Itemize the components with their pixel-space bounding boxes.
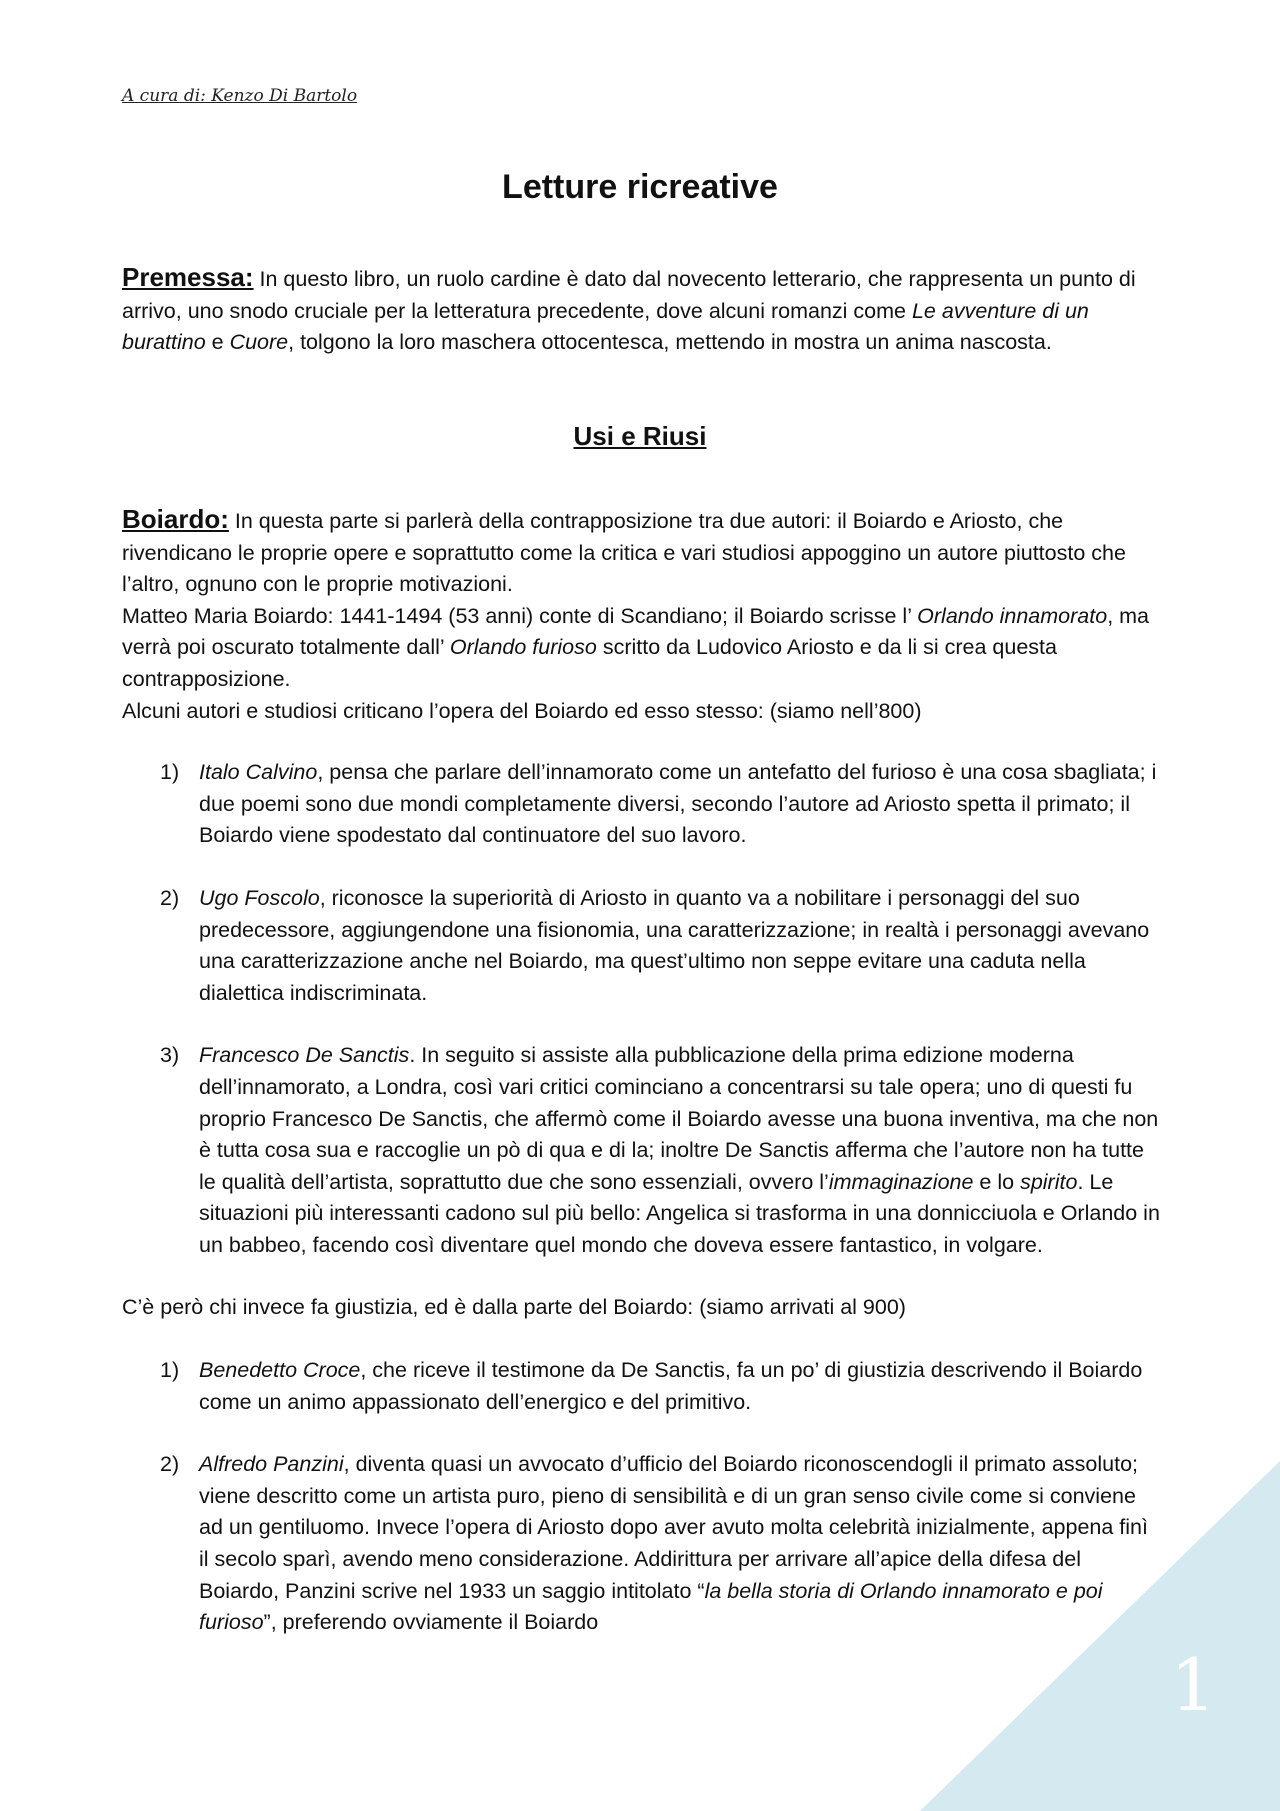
critic-text: . Le situazioni più interessanti cadono sul più bello: Angelica si trasforma in una donnicciuola e Orlando in un babbeo, facendo così diventare quel mondo che doveva essere fantastico, in volgare. <box>199 1169 1160 1257</box>
defender-text: , diventa quasi un avvocato d’ufficio del Boiardo riconoscendogli il primato assoluto; viene descritto come un artista puro, pieno di sensibilità e di un gran senso civile come si conviene ad un gentiluomo. Invece l’opera di Ariosto dopo aver avuto molta celebrità inizialmente, appena finì il secolo sparì, avendo meno considerazione. Addirittura per arrivare all’apice della difesa del Boiardo, Panzini scrive nel 1933 un saggio intitolato “ <box>199 1452 1148 1603</box>
boiardo-label: Boiardo: <box>122 504 229 534</box>
bio-text-2: , ma verrà poi oscurato totalmente dall’ <box>122 603 1150 660</box>
critic-term: immaginazione <box>828 1169 974 1194</box>
critic-text: e lo <box>973 1169 1021 1194</box>
critic-name: Francesco De Sanctis <box>199 1043 410 1068</box>
bio-title-furioso: Orlando furioso <box>449 635 597 660</box>
defender-text: ”, preferendo ovviamente il Boiardo <box>263 1610 599 1635</box>
premessa-title-cuore: Cuore <box>229 330 289 355</box>
list-number: 1) <box>160 1358 180 1383</box>
list-item <box>122 1040 1162 1261</box>
boiardo-bio <box>122 601 1162 696</box>
critic-text: . In seguito si assiste alla pubblicazione della prima edizione moderna dell’innamorato, a Londra, così vari critici cominciano a concentrarsi su tale opera; uno di questi fu proprio Francesco De Sanctis, che affermò come il Boiardo avesse una buona inventiva, ma che non è tutta cosa sua e raccoglie un pò di qua e di la; inoltre De Sanctis afferma che l’autore non ha tutte le qualità dell’artista, soprattutto due che sono essenziali, ovvero l’ <box>199 1043 1159 1194</box>
critics-intro: Alcuni autori e studiosi criticano l’opera del Boiardo ed esso stesso: (siamo nell’800) <box>122 698 922 723</box>
premessa-text-and: e <box>205 330 230 355</box>
bio-text: Matteo Maria Boiardo: 1441-1494 (53 anni) conte di Scandiano; il Boiardo scrisse l’ <box>122 603 918 628</box>
boiardo-intro-text: In questa parte si parlerà della contrapposizione tra due autori: il Boiardo e Ariosto, che rivendicano le proprie opere e soprattutto come la critica e vari studiosi appoggino un autore piuttosto che l’altro, ognuno con le proprie motivazioni. <box>122 509 1126 597</box>
main-content <box>122 504 1162 1639</box>
list-number: 2) <box>160 1452 180 1477</box>
bio-text-3: scritto da Ludovico Ariosto e da li si crea questa contrapposizione. <box>122 635 1057 691</box>
list-number: 3) <box>160 1043 180 1068</box>
list-item <box>122 1355 1162 1418</box>
critic-name: Ugo Foscolo <box>199 885 320 910</box>
critic-term: spirito <box>1020 1169 1078 1194</box>
premessa-text: In questo libro, un ruolo cardine è dato dal novecento letterario, che rappresenta un punto di arrivo, uno snodo cruciale per la letteratura precedente, dove alcuni romanzi come <box>122 267 1136 323</box>
list-item <box>122 757 1162 852</box>
list-number: 2) <box>160 885 180 910</box>
defenders-list <box>122 1355 1162 1639</box>
premessa-paragraph <box>122 262 1162 359</box>
defender-text: , che riceve il testimone da De Sanctis, fa un po’ di giustizia descrivendo il Boiardo come un animo appassionato dell’energico e del primitivo. <box>199 1358 1143 1414</box>
critic-text: , pensa che parlare dell’innamorato come un antefatto del furioso è una cosa sbagliata; i due poemi sono due mondi completamente diversi, secondo l’autore ad Ariosto spetta il primato; il Boiardo viene spodestato dal continuatore del suo lavoro. <box>199 760 1157 848</box>
premessa-label: Premessa: <box>122 262 254 292</box>
section-heading: Usi e Riusi <box>573 421 707 451</box>
list-item <box>122 883 1162 1009</box>
page-number: 1 <box>1170 1643 1216 1727</box>
critics-list <box>122 757 1162 1261</box>
defender-name: Benedetto Croce <box>199 1358 361 1383</box>
essay-title: la bella storia di Orlando innamorato e poi furioso <box>199 1578 1103 1635</box>
bio-title-innamorato: Orlando innamorato <box>917 603 1108 628</box>
critic-name: Italo Calvino <box>199 760 318 785</box>
defender-name: Alfredo Panzini <box>199 1452 344 1477</box>
premessa-text-end: , tolgono la loro maschera ottocentesca, mettendo in mostra un anima nascosta. <box>288 330 1052 355</box>
list-item <box>122 1449 1162 1639</box>
boiardo-intro <box>122 504 1162 601</box>
premessa-title-pinocchio: Le avventure di un burattino <box>122 298 1089 355</box>
page-title: Letture ricreative <box>502 168 778 206</box>
list-number: 1) <box>160 760 180 785</box>
curator-credit: A cura di: Kenzo Di Bartolo <box>122 86 358 106</box>
critic-text: , riconosce la superiorità di Ariosto in quanto va a nobilitare i personaggi del suo predecessore, aggiungendone una fisionomia, una caratterizzazione; in realtà i personaggi avevano una caratterizzazione anche nel Boiardo, ma quest’ultimo non seppe evitare una caduta nella dialettica indiscriminata. <box>199 885 1150 1005</box>
defenders-intro: C’è però chi invece fa giustizia, ed è dalla parte del Boiardo: (siamo arrivati al 900) <box>122 1295 906 1320</box>
